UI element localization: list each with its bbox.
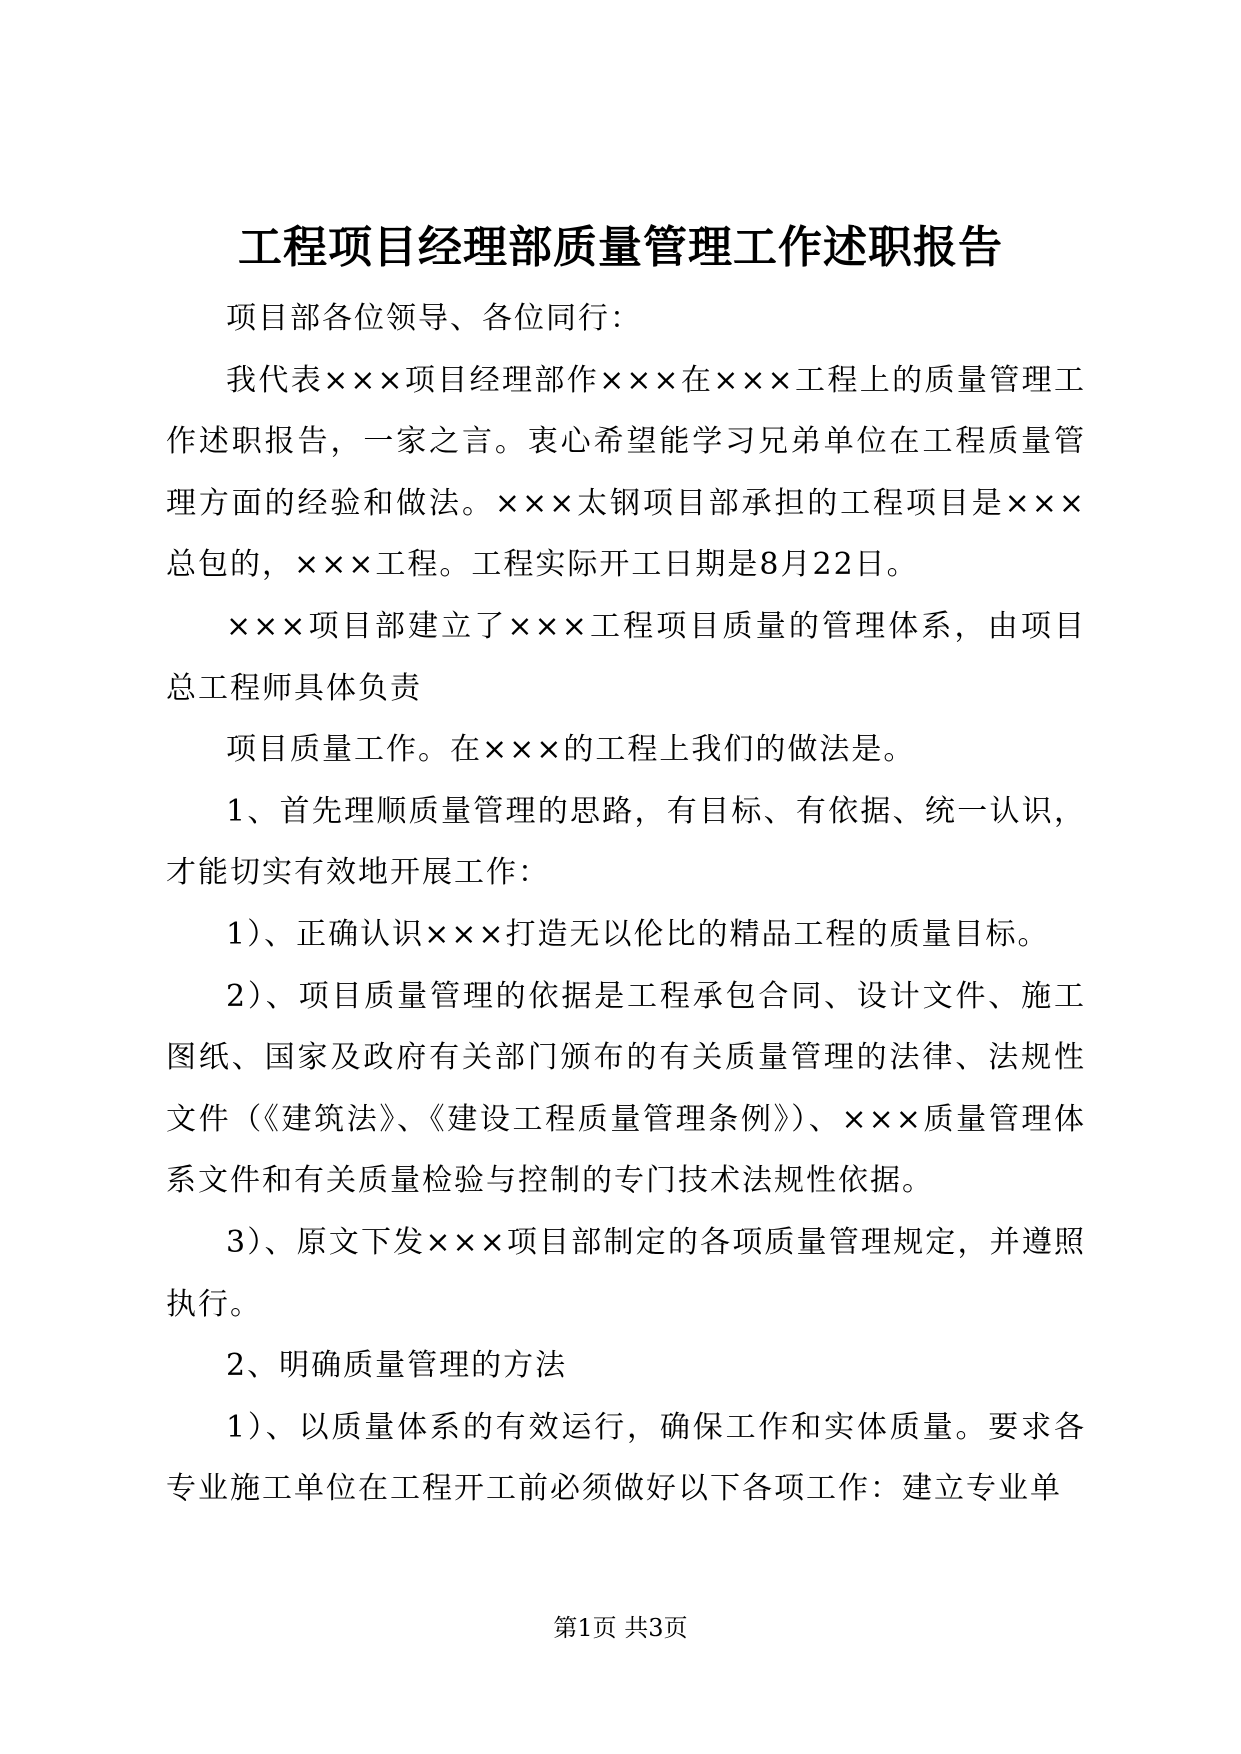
document-body xyxy=(166,288,1086,1520)
paragraph-item-2-1: 1）、以质量体系的有效运行，确保工作和实体质量。要求各专业施工单位在工程开工前必须做好以下各项工作：建立专业单 xyxy=(166,1409,1086,1507)
paragraph-section-2: 2、明确质量管理的方法 xyxy=(226,1348,568,1384)
document-title: 工程项目经理部质量管理工作述职报告 xyxy=(238,222,1003,273)
paragraph-approach: 项目质量工作。在×××的工程上我们的做法是。 xyxy=(226,732,916,768)
paragraph-management-system: ×××项目部建立了×××工程项目质量的管理体系，由项目总工程师具体负责 xyxy=(166,608,1086,706)
page-number-footer: 第1页 共3页 xyxy=(553,1614,688,1642)
paragraph-item-1-3: 3）、原文下发×××项目部制定的各项质量管理规定，并遵照执行。 xyxy=(166,1224,1086,1322)
paragraph-item-1-1: 1）、正确认识×××打造无以伦比的精品工程的质量目标。 xyxy=(226,916,1050,952)
paragraph-section-1: 1、首先理顺质量管理的思路，有目标、有依据、统一认识，才能切实有效地开展工作： xyxy=(166,793,1086,891)
paragraph-item-1-2: 2）、项目质量管理的依据是工程承包合同、设计文件、施工图纸、国家及政府有关部门颁布的有关质量管理的法律、法规性文件（《建筑法》、《建设工程质量管理条例》）、×××质量管理体系文件和有关质量检验与控制的专门技术法规性依据。 xyxy=(166,978,1086,1199)
paragraph-greeting: 项目部各位领导、各位同行： xyxy=(226,301,642,336)
paragraph-introduction: 我代表×××项目经理部作×××在×××工程上的质量管理工作述职报告，一家之言。衷心希望能学习兄弟单位在工程质量管理方面的经验和做法。×××太钢项目部承担的工程项目是×××总包的，×××工程。工程实际开工日期是8月22日。 xyxy=(166,362,1086,583)
